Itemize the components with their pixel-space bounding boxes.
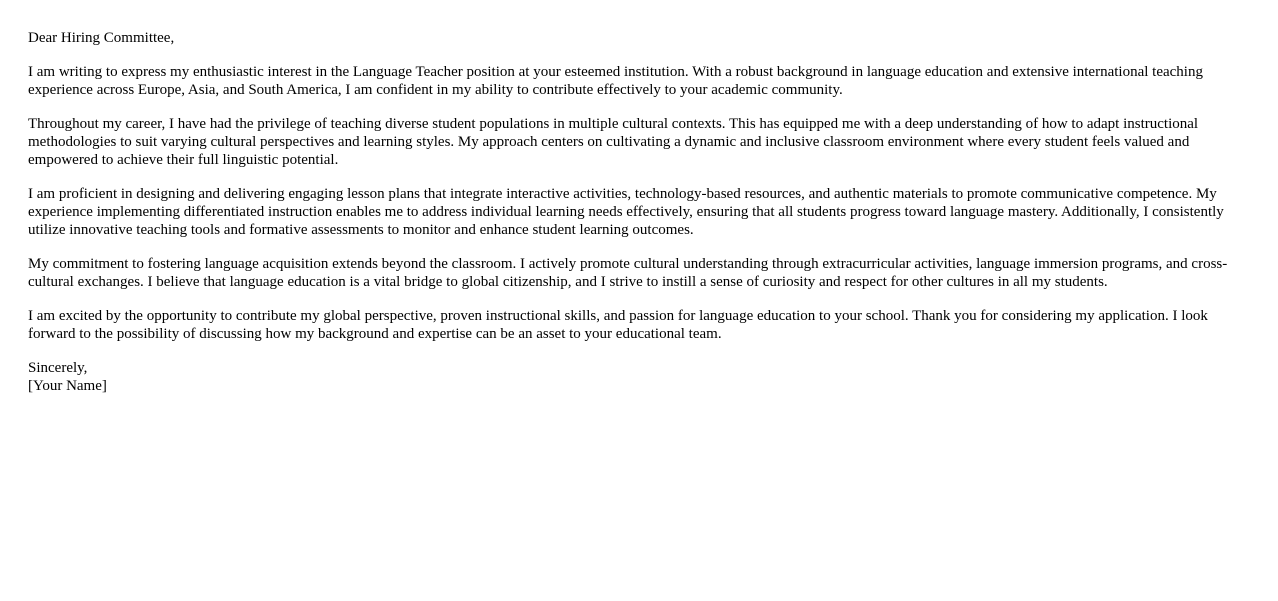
signature: [Your Name] [28, 378, 107, 394]
paragraph-skills: I am proficient in designing and delivering engaging lesson plans that integrate interactive activities, technology-based resources, and authentic materials to promote communicative competence. My experience implementing differentiated instruction enables me to address individual learning needs effectively, ensuring that all students progress toward language mastery. Additionally, I consistently utilize innovative teaching tools and formative assessments to monitor and enhance student learning outcomes. [28, 186, 1224, 238]
salutation: Dear Hiring Committee, [28, 30, 175, 46]
paragraph-commitment: My commitment to fostering language acquisition extends beyond the classroom. I actively promote cultural understanding through extracurricular activities, language immersion programs, and cross-cultural exchanges. I believe that language education is a vital bridge to global citizenship, and I strive to instill a sense of curiosity and respect for other cultures in all my students. [28, 256, 1228, 290]
closing-block [28, 359, 1254, 395]
cover-letter [28, 29, 1254, 411]
closing: Sincerely, [28, 360, 88, 376]
paragraph-conclusion: I am excited by the opportunity to contribute my global perspective, proven instructional skills, and passion for language education to your school. Thank you for considering my application. I look forward to the possibility of discussing how my background and expertise can be an asset to your educational team. [28, 308, 1208, 342]
paragraph-intro: I am writing to express my enthusiastic interest in the Language Teacher position at your esteemed institution. With a robust background in language education and extensive international teaching experience across Europe, Asia, and South America, I am confident in my ability to contribute effectively to your academic community. [28, 64, 1203, 98]
paragraph-experience: Throughout my career, I have had the privilege of teaching diverse student populations in multiple cultural contexts. This has equipped me with a deep understanding of how to adapt instructional methodologies to suit varying cultural perspectives and learning styles. My approach centers on cultivating a dynamic and inclusive classroom environment where every student feels valued and empowered to achieve their full linguistic potential. [28, 116, 1199, 168]
